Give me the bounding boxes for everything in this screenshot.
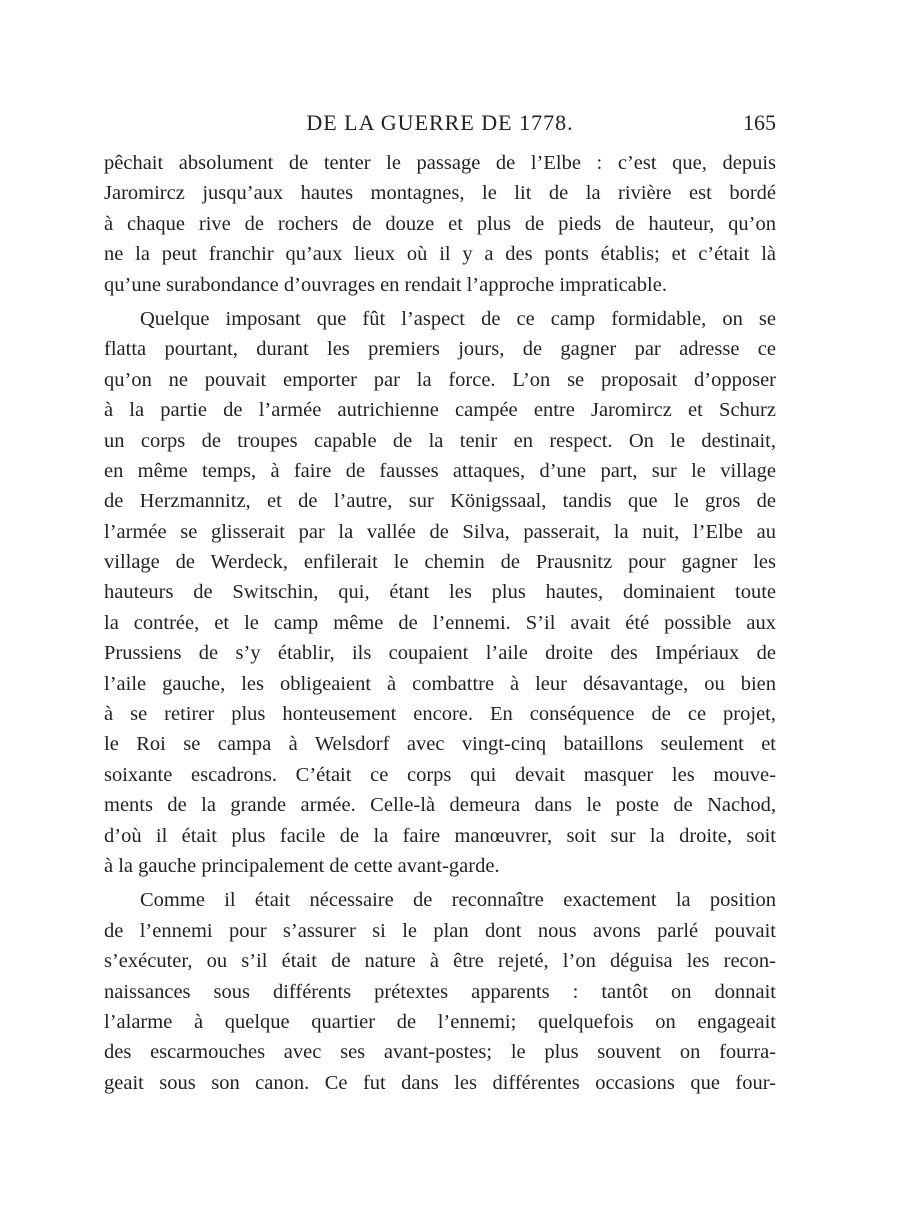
- text-line: s’exécuter, ou s’il était de nature à être rejeté, l’on déguisa les recon-: [104, 950, 776, 973]
- text-line: hauteurs de Switschin, qui, étant les plus hautes, dominaient toute: [104, 581, 776, 604]
- text-line: à se retirer plus honteusement encore. En conséquence de ce projet,: [104, 703, 776, 726]
- text-line: qu’une surabondance d’ouvrages en rendait l’approche impraticable.: [104, 273, 667, 296]
- text-line: la contrée, et le camp même de l’ennemi. S’il avait été possible aux: [104, 611, 776, 634]
- text-line: d’où il était plus facile de la faire manœuvrer, soit sur la droite, soit: [104, 824, 776, 847]
- text-line: flatta pourtant, durant les premiers jours, de gagner par adresse ce: [104, 338, 776, 361]
- paragraph: [104, 148, 776, 300]
- text-line: à la partie de l’armée autrichienne campée entre Jaromircz et Schurz: [104, 399, 776, 422]
- text-line: Prussiens de s’y établir, ils coupaient l’aile droite des Impériaux de: [104, 642, 776, 665]
- paragraph: [104, 885, 776, 1098]
- text-line: geait sous son canon. Ce fut dans les différentes occasions que four-: [104, 1071, 776, 1094]
- page-header: [104, 108, 776, 138]
- text-line: qu’on ne pouvait emporter par la force. L’on se proposait d’opposer: [104, 368, 776, 391]
- text-line: en même temps, à faire de fausses attaques, d’une part, sur le village: [104, 459, 776, 482]
- page-number: 165: [743, 110, 776, 135]
- text-line: Comme il était nécessaire de reconnaître exactement la position: [140, 889, 776, 912]
- text-line: ments de la grande armée. Celle-là demeura dans le poste de Nachod,: [104, 794, 776, 817]
- text-line: le Roi se campa à Welsdorf avec vingt-cinq bataillons seulement et: [104, 733, 776, 756]
- text-line: soixante escadrons. C’était ce corps qui devait masquer les mouve-: [104, 763, 776, 786]
- text-line: de l’ennemi pour s’assurer si le plan dont nous avons parlé pouvait: [104, 919, 776, 942]
- text-line: pêchait absolument de tenter le passage de l’Elbe : c’est que, depuis: [104, 152, 776, 174]
- text-line: naissances sous différents prétextes apparents : tantôt on donnait: [104, 980, 776, 1003]
- text-line: à la gauche principalement de cette avant-garde.: [104, 854, 500, 877]
- text-line: Jaromircz jusqu’aux hautes montagnes, le lit de la rivière est bordé: [104, 182, 776, 205]
- text-line: ne la peut franchir qu’aux lieux où il y a des ponts établis; et c’était là: [104, 243, 776, 266]
- text-line: l’aile gauche, les obligeaient à combattre à leur désavantage, ou bien: [104, 672, 776, 695]
- running-head: DE LA GUERRE DE 1778.: [306, 110, 574, 135]
- text-line: l’alarme à quelque quartier de l’ennemi; quelquefois on engageait: [104, 1010, 776, 1033]
- text-line: un corps de troupes capable de la tenir en respect. On le destinait,: [104, 429, 776, 452]
- text-line: village de Werdeck, enfilerait le chemin de Prausnitz pour gagner les: [104, 551, 776, 574]
- paragraph: [104, 304, 776, 881]
- text-line: de Herzmannitz, et de l’autre, sur Königssaal, tandis que le gros de: [104, 490, 776, 513]
- text-line: à chaque rive de rochers de douze et plus de pieds de hauteur, qu’on: [104, 212, 776, 235]
- text-line: Quelque imposant que fût l’aspect de ce camp formidable, on se: [140, 307, 776, 330]
- body-text: [104, 148, 776, 1102]
- text-line: l’armée se glisserait par la vallée de Silva, passerait, la nuit, l’Elbe au: [104, 520, 776, 543]
- text-line: des escarmouches avec ses avant-postes; le plus souvent on fourra-: [104, 1041, 776, 1064]
